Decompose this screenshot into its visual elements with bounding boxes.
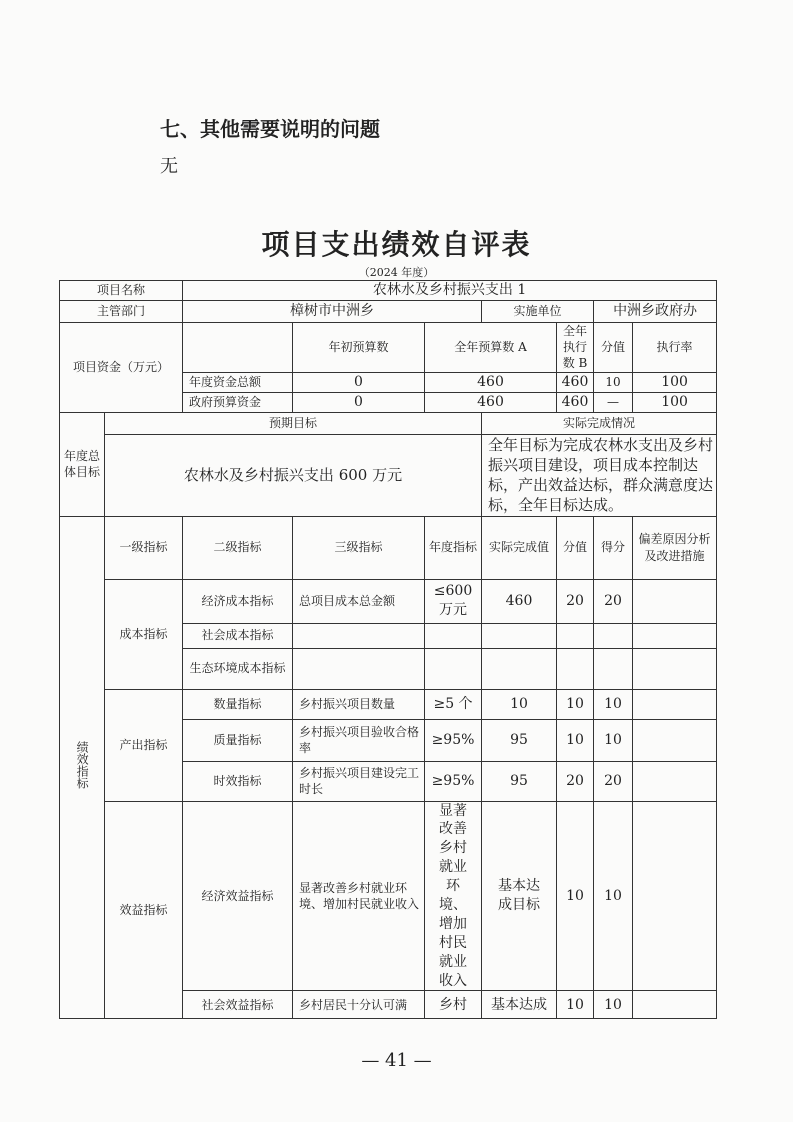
level2-cell: 经济效益指标 bbox=[183, 801, 293, 991]
actual-cell: 基本达成 bbox=[482, 991, 557, 1019]
score-cell: 10 bbox=[594, 719, 633, 761]
level3-cell: 总项目成本总金额 bbox=[293, 579, 425, 623]
level3-cell bbox=[293, 623, 425, 648]
reason-cell bbox=[633, 648, 717, 689]
section-content: 无 bbox=[160, 156, 178, 177]
funds-cell: — bbox=[594, 392, 633, 412]
indicator-header: 偏差原因分析及改进措施 bbox=[633, 516, 717, 579]
level3-cell bbox=[293, 648, 425, 689]
target-cell: ≥95% bbox=[425, 719, 482, 761]
section-heading: 七、其他需要说明的问题 bbox=[160, 117, 380, 141]
level2-cell: 时效指标 bbox=[183, 761, 293, 801]
funds-header: 全年执行数 B bbox=[557, 323, 594, 373]
target-cell: 乡村 bbox=[425, 991, 482, 1019]
project-name: 农林水及乡村振兴支出 1 bbox=[183, 281, 717, 301]
expected-goal: 农林水及乡村振兴支出 600 万元 bbox=[105, 434, 482, 516]
expected-header: 预期目标 bbox=[105, 412, 482, 434]
funds-cell: 0 bbox=[293, 392, 425, 412]
value-cell bbox=[557, 648, 594, 689]
reason-cell bbox=[633, 801, 717, 991]
funds-cell: 0 bbox=[293, 372, 425, 392]
target-cell: ≤600万元 bbox=[425, 579, 482, 623]
year-note: （2024 年度） bbox=[358, 266, 435, 279]
indicator-header: 分值 bbox=[557, 516, 594, 579]
reason-cell bbox=[633, 719, 717, 761]
level3-cell: 乡村振兴项目数量 bbox=[293, 689, 425, 719]
value-cell: 20 bbox=[557, 579, 594, 623]
level2-cell: 生态环境成本指标 bbox=[183, 648, 293, 689]
value-cell: 10 bbox=[557, 801, 594, 991]
actual-cell: 基本达成目标 bbox=[482, 801, 557, 991]
level3-cell: 乡村振兴项目建设完工时长 bbox=[293, 761, 425, 801]
performance-table bbox=[59, 280, 717, 1019]
impl-value: 中洲乡政府办 bbox=[594, 301, 717, 323]
impl-label: 实施单位 bbox=[482, 301, 594, 323]
score-cell: 10 bbox=[594, 689, 633, 719]
goals-label: 年度总体目标 bbox=[60, 412, 105, 516]
project-name-label: 项目名称 bbox=[60, 281, 183, 301]
score-cell: 10 bbox=[594, 991, 633, 1019]
level2-cell: 社会成本指标 bbox=[183, 623, 293, 648]
funds-cell: 460 bbox=[557, 372, 594, 392]
score-cell bbox=[594, 623, 633, 648]
score-cell bbox=[594, 648, 633, 689]
level3-cell: 显著改善乡村就业环境、增加村民就业收入 bbox=[293, 801, 425, 991]
indicator-header: 得分 bbox=[594, 516, 633, 579]
reason-cell bbox=[633, 761, 717, 801]
actual-header: 实际完成情况 bbox=[482, 412, 717, 434]
actual-cell bbox=[482, 623, 557, 648]
dept-label: 主管部门 bbox=[60, 301, 183, 323]
actual-result: 全年目标为完成农林水支出及乡村振兴项目建设，项目成本控制达标，产出效益达标，群众满意度达标，全年目标达成。 bbox=[482, 434, 717, 516]
indicator-header: 一级指标 bbox=[105, 516, 183, 579]
funds-header: 全年预算数 A bbox=[425, 323, 557, 373]
target-cell: ≥95% bbox=[425, 761, 482, 801]
target-cell bbox=[425, 648, 482, 689]
level2-cell: 社会效益指标 bbox=[183, 991, 293, 1019]
funds-label: 项目资金（万元） bbox=[60, 323, 183, 413]
indicator-header: 年度指标 bbox=[425, 516, 482, 579]
funds-row-label: 政府预算资金 bbox=[183, 392, 293, 412]
actual-cell bbox=[482, 648, 557, 689]
actual-cell: 95 bbox=[482, 719, 557, 761]
reason-cell bbox=[633, 991, 717, 1019]
funds-header: 年初预算数 bbox=[293, 323, 425, 373]
indicator-header: 实际完成值 bbox=[482, 516, 557, 579]
level3-cell: 乡村居民十分认可满 bbox=[293, 991, 425, 1019]
target-cell: 显著改善乡村就业环境、增加村民就业收入 bbox=[425, 801, 482, 991]
value-cell: 10 bbox=[557, 689, 594, 719]
output-indicator: 产出指标 bbox=[105, 689, 183, 801]
level2-cell: 经济成本指标 bbox=[183, 579, 293, 623]
value-cell: 10 bbox=[557, 991, 594, 1019]
actual-cell: 460 bbox=[482, 579, 557, 623]
funds-row-label: 年度资金总额 bbox=[183, 372, 293, 392]
score-cell: 20 bbox=[594, 761, 633, 801]
actual-cell: 10 bbox=[482, 689, 557, 719]
value-cell: 20 bbox=[557, 761, 594, 801]
funds-cell: 100 bbox=[633, 372, 717, 392]
level2-cell: 数量指标 bbox=[183, 689, 293, 719]
dept-value: 樟树市中洲乡 bbox=[183, 301, 482, 323]
benefit-indicator: 效益指标 bbox=[105, 801, 183, 1019]
funds-header: 分值 bbox=[594, 323, 633, 373]
actual-cell: 95 bbox=[482, 761, 557, 801]
page-number: — 41 — bbox=[361, 1050, 432, 1071]
funds-cell: 10 bbox=[594, 372, 633, 392]
indicators-label: 绩效指标 bbox=[60, 516, 105, 1019]
reason-cell bbox=[633, 623, 717, 648]
funds-cell: 460 bbox=[557, 392, 594, 412]
score-cell: 20 bbox=[594, 579, 633, 623]
funds-blank-cell bbox=[183, 323, 293, 373]
target-cell: ≥5 个 bbox=[425, 689, 482, 719]
target-cell bbox=[425, 623, 482, 648]
cost-indicator: 成本指标 bbox=[105, 579, 183, 689]
reason-cell bbox=[633, 689, 717, 719]
table-title: 项目支出绩效自评表 bbox=[261, 228, 532, 261]
funds-cell: 100 bbox=[633, 392, 717, 412]
score-cell: 10 bbox=[594, 801, 633, 991]
value-cell: 10 bbox=[557, 719, 594, 761]
value-cell bbox=[557, 623, 594, 648]
level2-cell: 质量指标 bbox=[183, 719, 293, 761]
reason-cell bbox=[633, 579, 717, 623]
indicator-header: 三级指标 bbox=[293, 516, 425, 579]
level3-cell: 乡村振兴项目验收合格率 bbox=[293, 719, 425, 761]
funds-cell: 460 bbox=[425, 372, 557, 392]
funds-header: 执行率 bbox=[633, 323, 717, 373]
indicator-header: 二级指标 bbox=[183, 516, 293, 579]
funds-cell: 460 bbox=[425, 392, 557, 412]
